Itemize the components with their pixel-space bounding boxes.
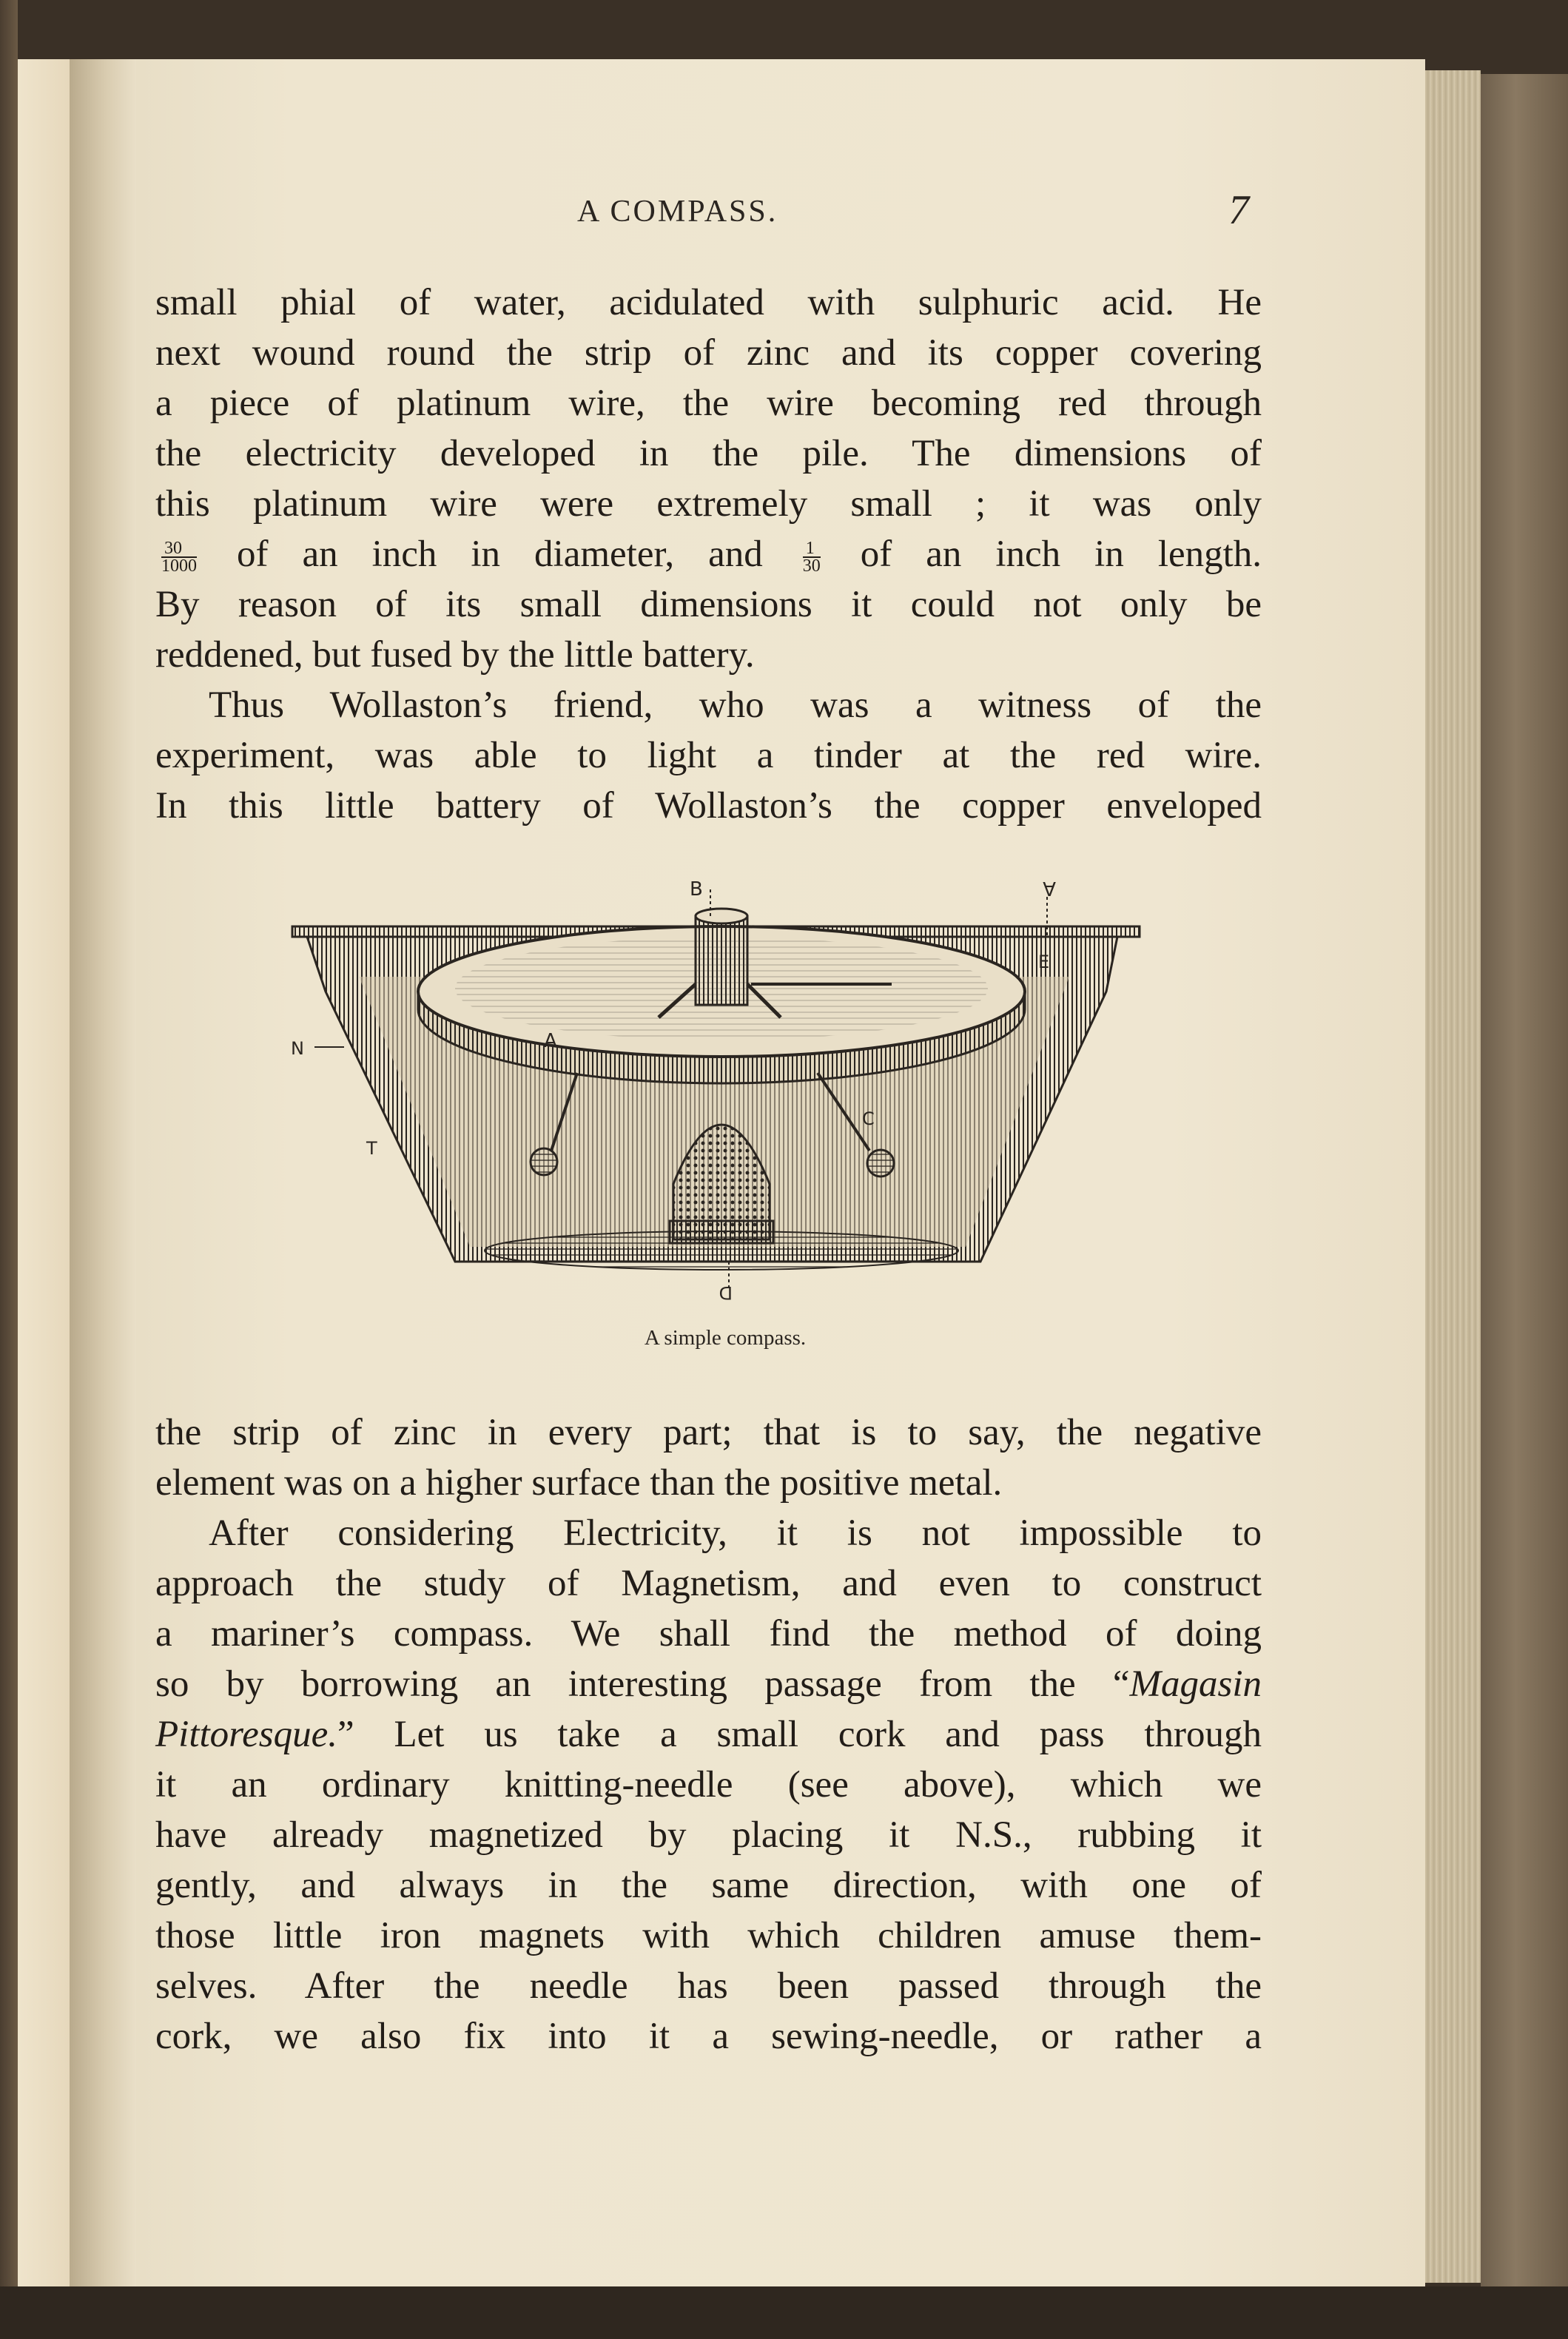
text-line: have already magnetized by placing it N.S., rubbing it: [155, 1814, 1262, 1856]
text-line: the electricity developed in the pile. The dimensions of: [155, 433, 1262, 474]
text-line: By reason of its small dimensions it could not only be: [155, 584, 1262, 625]
text-line: small phial of water, acidulated with sulphuric acid. He: [155, 282, 1262, 323]
figure-label-n: N: [291, 1038, 304, 1059]
background: [0, 2286, 1568, 2339]
text-line-with-fractions: $\frac{30}{1000}$ of an inch in diameter, and $\frac{1}{30}$ of an inch in length.: [161, 534, 1262, 576]
text-line: a piece of platinum wire, the wire becoming red through: [155, 383, 1262, 424]
page-gutter: [70, 59, 136, 2286]
facing-page-edge: [18, 59, 70, 2286]
running-header: A COMPASS.: [577, 195, 778, 229]
text-line: this platinum wire were extremely small ; it was only: [155, 483, 1262, 525]
text-line: those little iron magnets with which children amuse them-: [155, 1915, 1262, 1956]
fraction: $\frac{1}{30}$: [802, 539, 821, 576]
book-cover: [1481, 74, 1568, 2286]
book-binding: [0, 0, 18, 2339]
fraction: $\frac{30}{1000}$: [161, 539, 197, 576]
text-line: experiment, was able to light a tinder at the red wire.: [155, 735, 1262, 776]
text-line: it an ordinary knitting-needle (see above), which we: [155, 1764, 1262, 1805]
page-stack-edge: [1425, 70, 1481, 2283]
text-line: Pittoresque.” Let us take a small cork and pass through: [155, 1714, 1262, 1755]
figure-label-t: T: [366, 1138, 377, 1159]
compass-illustration: [285, 873, 1143, 1332]
figure-label-a-top: A: [1043, 877, 1056, 899]
paragraph-block-top: [155, 277, 1262, 831]
text-line: In this little battery of Wollaston’s the copper enveloped: [155, 785, 1262, 827]
text-line: After considering Electricity, it is not impossible to: [209, 1512, 1262, 1554]
text-line: a mariner’s compass. We shall find the method of doing: [155, 1613, 1262, 1655]
text-line: approach the study of Magnetism, and even to construct: [155, 1563, 1262, 1604]
text-line: cork, we also fix into it a sewing-needle, or rather a: [155, 2016, 1262, 2057]
text-line: next wound round the strip of zinc and its copper covering: [155, 332, 1262, 374]
text-line: selves. After the needle has been passed through the: [155, 1965, 1262, 2007]
figure-label-c: C: [862, 1108, 875, 1129]
text-line: reddened, but fused by the little battery.: [155, 634, 755, 676]
figure-caption: A simple compass.: [644, 1326, 807, 1350]
italic-title: Magasin: [1129, 1663, 1262, 1705]
page-number: 7: [1228, 187, 1249, 233]
text-line: Thus Wollaston’s friend, who was a witness of the: [209, 684, 1262, 726]
figure-label-d: D: [719, 1282, 733, 1303]
text-line: so by borrowing an interesting passage from the “Magasin: [155, 1663, 1262, 1705]
text-line: the strip of zinc in every part; that is to say, the negative: [155, 1412, 1262, 1453]
text-line: element was on a higher surface than the positive metal.: [155, 1462, 1003, 1504]
text-line: gently, and always in the same direction, with one of: [155, 1865, 1262, 1906]
paragraph-block-bottom: [155, 1407, 1262, 2062]
figure-label-b: B: [690, 878, 703, 901]
figure-label-e: E: [1038, 952, 1050, 972]
italic-title: Pittoresque.: [155, 1714, 337, 1755]
figure-label-a: A: [544, 1030, 557, 1052]
